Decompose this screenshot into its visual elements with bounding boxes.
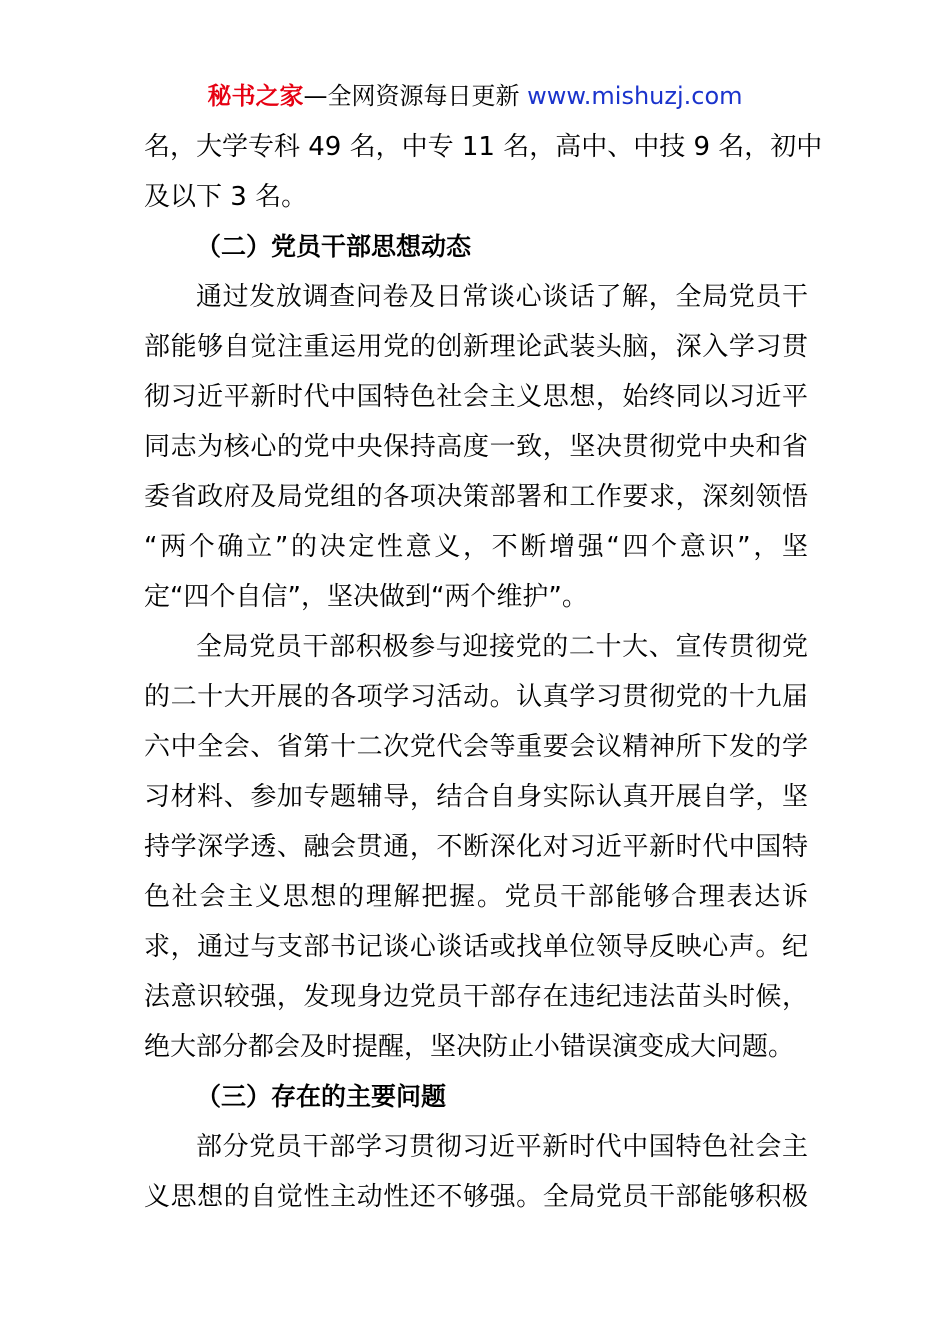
paragraph-line: 的二十大开展的各项学习活动。认真学习贯彻党的十九届 [144,682,808,712]
site-tagline: —全网资源每日更新 [303,82,528,110]
paragraph-line: 定“四个自信”，坚决做到“两个维护”。 [144,582,588,612]
paragraph-line: 求，通过与支部书记谈心谈话或找单位领导反映心声。纪 [144,932,808,962]
paragraph-line: 彻习近平新时代中国特色社会主义思想，始终同以习近平 [144,382,808,412]
paragraph-line: 部能够自觉注重运用党的创新理论武装头脑，深入学习贯 [144,332,808,362]
paragraph-line: 六中全会、省第十二次党代会等重要会议精神所下发的学 [144,732,808,762]
paragraph-line: 法意识较强，发现身边党员干部存在违纪违法苗头时候， [144,982,808,1012]
paragraph-line: 及以下 3 名。 [144,182,308,212]
paragraph-line: 义思想的自觉性主动性还不够强。全局党员干部能够积极 [144,1182,808,1212]
paragraph-line: “两个确立”的决定性意义，不断增强“四个意识”，坚 [144,532,808,562]
section-heading: （三）存在的主要问题 [196,1082,447,1111]
site-brand: 秘书之家 [207,82,304,110]
paragraph-line: 持学深学透、融会贯通，不断深化对习近平新时代中国特 [144,832,808,862]
paragraph-line: 通过发放调查问卷及日常谈心谈话了解，全局党员干 [196,282,808,312]
paragraph-line: 习材料、参加专题辅导，结合自身实际认真开展自学，坚 [144,782,808,812]
paragraph-line: 同志为核心的党中央保持高度一致，坚决贯彻党中央和省 [144,432,808,462]
document-body [144,122,823,1222]
paragraph-line: 色社会主义思想的理解把握。党员干部能够合理表达诉 [144,882,808,912]
section-heading: （二）党员干部思想动态 [196,232,472,261]
paragraph-line: 绝大部分都会及时提醒，坚决防止小错误演变成大问题。 [144,1032,795,1062]
site-url-link[interactable]: www.mishuzj.com [527,82,743,110]
paragraph-line: 部分党员干部学习贯彻习近平新时代中国特色社会主 [196,1132,808,1162]
paragraph-line: 全局党员干部积极参与迎接党的二十大、宣传贯彻党 [196,632,808,662]
site-header [0,80,950,112]
paragraph-line: 名，大学专科 49 名，中专 11 名，高中、中技 9 名，初中 [144,132,823,162]
paragraph-line: 委省政府及局党组的各项决策部署和工作要求，深刻领悟 [144,482,808,512]
